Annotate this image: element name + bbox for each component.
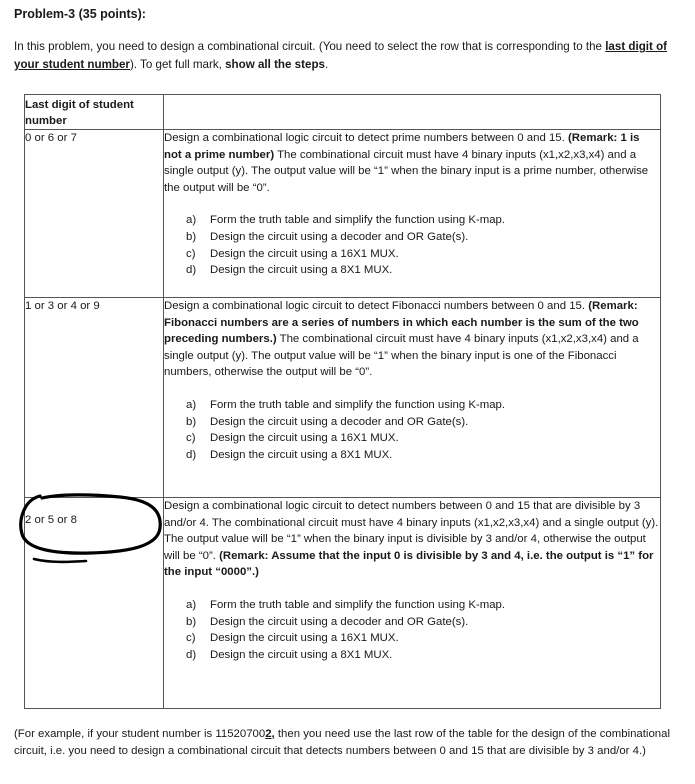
step-text: Design the circuit using a 8X1 MUX. xyxy=(210,264,393,277)
step-text: Design the circuit using a 8X1 MUX. xyxy=(210,448,393,461)
desc-text: The combinational circuit must have 4 binary inputs (x1,x2,x3,x4) and a single output (y). The output value will be “1” when the binary input is one of the Fibonacci numbers, otherwise the output will be “0”. xyxy=(164,333,639,379)
problem-intro xyxy=(14,38,682,74)
step-label: c) xyxy=(186,432,196,445)
footer-text-2: then you need use the last row of the table for the design of the combinational circuit, i.e. you need to design a combinational circuit that detects numbers between 0 and 15 that are divisible by 3 and/or 4.) xyxy=(14,728,670,757)
row-description-cell xyxy=(164,498,661,709)
list-item xyxy=(186,246,660,263)
table-header-left: Last digit of student number xyxy=(25,95,164,130)
table-row xyxy=(25,298,661,498)
problem-title: Problem-3 (35 points): xyxy=(14,7,146,21)
desc-bold-text: (Remark: Assume that the input 0 is divisible by 3 and 4, i.e. the output is “1” for the input “0000”.) xyxy=(164,549,654,579)
table-header-right xyxy=(164,95,661,130)
step-label: d) xyxy=(186,264,197,277)
list-item xyxy=(186,430,660,447)
table-header-row xyxy=(25,95,661,130)
desc-bold-text: (Remark: 1 is not a prime number) xyxy=(164,132,640,161)
table-row xyxy=(25,498,661,709)
row-key: 2 or 5 or 8 xyxy=(25,498,164,709)
row-description-cell xyxy=(164,130,661,298)
desc-text: The combinational circuit must have 4 binary inputs (x1,x2,x3,x4) and a single output (y). The output value will be “1” when the binary input is a prime number, otherwise the output will be “0”. xyxy=(164,148,649,194)
step-label: d) xyxy=(186,448,197,461)
step-label: a) xyxy=(186,398,197,411)
desc-text: Design a combinational logic circuit to detect prime numbers between 0 and 15. xyxy=(164,132,568,144)
steps-list xyxy=(186,212,660,278)
steps-list xyxy=(186,397,660,463)
list-item xyxy=(186,614,660,631)
list-item xyxy=(186,447,660,464)
intro-text-1: In this problem, you need to design a combinational circuit. (You need to select the row that is corresponding to the xyxy=(14,40,606,53)
list-item xyxy=(186,262,660,279)
list-item xyxy=(186,397,660,414)
step-text: Design the circuit using a 16X1 MUX. xyxy=(210,632,399,645)
list-item xyxy=(186,414,660,431)
row-description xyxy=(164,130,660,196)
list-item xyxy=(186,597,660,614)
step-label: b) xyxy=(186,415,197,428)
design-options-table xyxy=(24,94,661,709)
row-key: 1 or 3 or 4 or 9 xyxy=(25,298,164,498)
step-label: b) xyxy=(186,615,197,628)
row-key: 0 or 6 or 7 xyxy=(25,130,164,298)
desc-text: Design a combinational logic circuit to detect numbers between 0 and 15 that are divisible by 3 and/or 4. The combinational circuit must have 4 binary inputs (x1,x2,x3,x4) and a single output (y). The output value will be “1” when the binary input is divisible by 3 and/or 4, otherwise the output will be “0”. xyxy=(164,500,659,562)
row-description xyxy=(164,498,660,581)
row-description-cell xyxy=(164,298,661,498)
intro-underlined-text: last digit of your student number xyxy=(14,40,668,71)
step-label: b) xyxy=(186,230,197,243)
list-item xyxy=(186,630,660,647)
step-text: Form the truth table and simplify the function using K-map. xyxy=(210,598,506,611)
step-text: Form the truth table and simplify the function using K-map. xyxy=(210,398,506,411)
intro-text-3: . xyxy=(324,58,329,71)
step-label: c) xyxy=(186,247,196,260)
desc-bold-text: (Remark: Fibonacci numbers are a series of numbers in which each number is the sum of the two preceding numbers.) xyxy=(164,300,639,346)
steps-list xyxy=(186,597,660,663)
step-label: a) xyxy=(186,598,197,611)
step-label: a) xyxy=(186,214,197,227)
row-description xyxy=(164,298,660,381)
step-text: Design the circuit using a decoder and OR Gate(s). xyxy=(210,615,469,628)
example-note xyxy=(14,726,670,759)
step-label: c) xyxy=(186,632,196,645)
step-text: Design the circuit using a 8X1 MUX. xyxy=(210,648,393,661)
desc-text: Design a combinational logic circuit to detect Fibonacci numbers between 0 and 15. xyxy=(164,300,589,312)
step-label: d) xyxy=(186,648,197,661)
step-text: Design the circuit using a decoder and OR Gate(s). xyxy=(210,415,469,428)
step-text: Design the circuit using a 16X1 MUX. xyxy=(210,247,399,260)
intro-bold-text: show all the steps xyxy=(225,58,325,71)
step-text: Form the truth table and simplify the function using K-map. xyxy=(210,214,506,227)
list-item xyxy=(186,229,660,246)
table-row xyxy=(25,130,661,298)
list-item xyxy=(186,647,660,664)
footer-underlined-digit: 2, xyxy=(265,728,275,740)
step-text: Design the circuit using a decoder and OR Gate(s). xyxy=(210,230,469,243)
step-text: Design the circuit using a 16X1 MUX. xyxy=(210,432,399,445)
footer-text-1: (For example, if your student number is 11520700 xyxy=(14,728,266,740)
list-item xyxy=(186,212,660,229)
intro-text-2: ). To get full mark, xyxy=(129,58,226,71)
